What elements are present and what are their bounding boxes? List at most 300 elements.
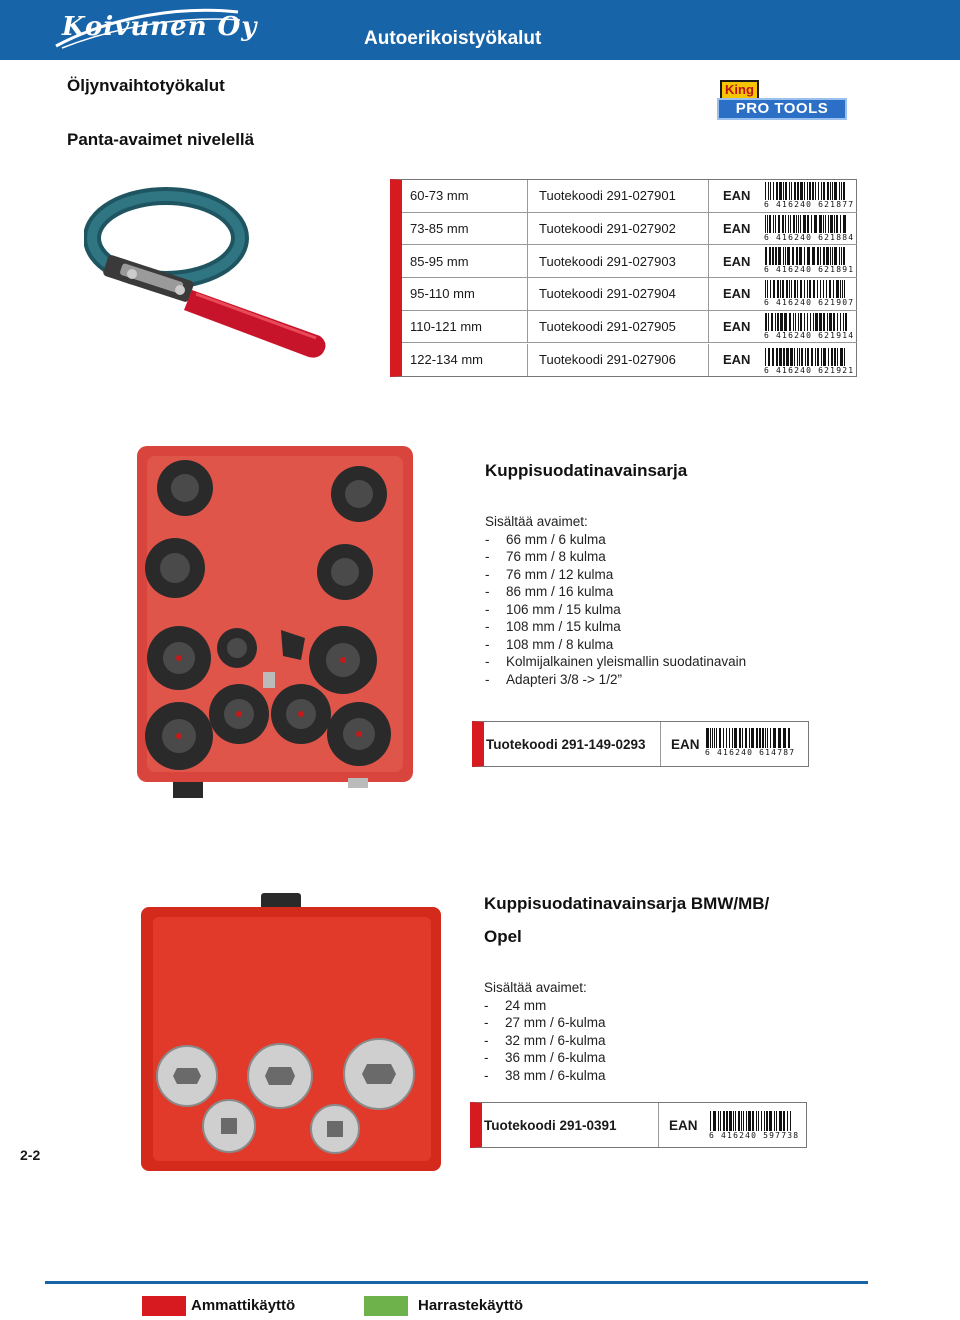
section-title: Öljynvaihtotyökalut: [67, 76, 225, 95]
list-item: - Kolmijalkainen yleismallin suodatinavain: [485, 654, 747, 669]
barcode-bar: [803, 215, 806, 233]
barcode-bar: [765, 728, 766, 748]
barcode-bar: [840, 348, 843, 366]
barcode-bar: [726, 728, 727, 748]
barcode-bars: [764, 280, 848, 298]
barcode-bar: [794, 280, 796, 298]
barcode-bar: [820, 280, 821, 298]
barcode-bar: [743, 1111, 744, 1131]
barcode-bar: [790, 348, 793, 366]
barcode-bar: [831, 348, 833, 366]
barcode-bar: [834, 182, 837, 200]
barcode-bar: [718, 1111, 719, 1131]
barcode-bar: [826, 247, 829, 265]
barcode-bar: [778, 247, 781, 265]
barcode-bar: [773, 280, 775, 298]
barcode-bar: [761, 1111, 762, 1131]
strap-wrench-table: [390, 179, 857, 377]
barcode-bar: [723, 1111, 725, 1131]
ean-number: 6 416240 597738: [709, 1131, 800, 1140]
barcode-bar: [807, 215, 809, 233]
barcode-bar: [732, 728, 733, 748]
barcode-bar: [767, 280, 768, 298]
barcode-bar: [798, 313, 799, 331]
barcode-bar: [791, 280, 792, 298]
barcode-bar: [840, 215, 841, 233]
legend-label-professional: Ammattikäyttö: [191, 1297, 296, 1314]
header-title: Autoerikoistyökalut: [364, 28, 542, 49]
barcode-bar: [777, 313, 779, 331]
table-row: [402, 344, 857, 377]
barcode-bar: [809, 280, 811, 298]
strap-wrench-image: [84, 186, 334, 366]
list-item: - 86 mm / 16 kulma: [485, 584, 614, 599]
barcode-bar: [776, 348, 778, 366]
barcode-bar: [735, 1111, 736, 1131]
barcode-bar: [830, 247, 831, 265]
barcode-bar: [837, 313, 838, 331]
barcode-bar: [789, 280, 790, 298]
barcode-bar: [788, 215, 789, 233]
barcode-bar: [777, 280, 779, 298]
kit1-code-box: [472, 721, 809, 767]
barcode-bar: [794, 348, 795, 366]
barcode-bar: [714, 728, 715, 748]
brand-king: King: [720, 80, 759, 100]
page-number: 2-2: [20, 1147, 41, 1163]
barcode-bar: [785, 182, 787, 200]
bmw-mb-opel-kit-image: [137, 893, 447, 1175]
barcode-bar: [719, 728, 721, 748]
product-code-cell: Tuotekoodi 291-027905: [527, 311, 707, 343]
barcode-bar: [811, 348, 813, 366]
barcode-bar: [792, 247, 794, 265]
barcode-bar: [758, 1111, 759, 1131]
barcode-bar: [767, 728, 768, 748]
barcode-bar: [840, 280, 841, 298]
barcode-bar: [778, 215, 780, 233]
barcode-bar: [805, 348, 806, 366]
barcode-bar: [770, 728, 771, 748]
barcode-bar: [765, 348, 766, 366]
barcode-bar: [825, 215, 826, 233]
barcode-bars: [764, 247, 848, 265]
divider: [658, 1103, 659, 1147]
barcode-bar: [790, 215, 791, 233]
barcode-bar: [789, 182, 790, 200]
barcode: [764, 182, 854, 209]
barcode-bar: [823, 182, 825, 200]
barcode-bar: [841, 182, 842, 200]
barcode-bar: [817, 247, 819, 265]
barcode-bar: [830, 182, 831, 200]
barcode-bar: [843, 182, 845, 200]
kit2-product-code: Tuotekoodi 291-0391: [484, 1117, 617, 1133]
barcode-bar: [811, 215, 812, 233]
brand-pro-tools: PRO TOOLS: [717, 98, 847, 120]
ean-label: EAN: [708, 311, 857, 343]
barcode-bar: [829, 313, 832, 331]
barcode-bar: [815, 348, 816, 366]
barcode-bar: [748, 1111, 751, 1131]
barcode-bar: [813, 280, 815, 298]
barcode-bar: [794, 182, 796, 200]
barcode-bar: [815, 313, 818, 331]
barcode-bar: [821, 182, 822, 200]
size-cell: 122-134 mm: [410, 352, 483, 368]
barcode: [709, 1111, 799, 1140]
barcode-bar: [833, 313, 835, 331]
barcode-bar: [788, 728, 790, 748]
barcode-bar: [780, 280, 781, 298]
barcode: [764, 247, 854, 274]
barcode-bar: [810, 313, 811, 331]
list-item: - 32 mm / 6-kulma: [484, 1032, 606, 1048]
size-cell: 110-121 mm: [410, 319, 483, 335]
barcode-bar: [843, 215, 846, 233]
barcode-bars: [764, 215, 848, 233]
barcode-bar: [733, 1111, 734, 1131]
barcode-bar: [710, 1111, 711, 1131]
barcode-bar: [812, 182, 814, 200]
ean-label: EAN: [708, 213, 857, 245]
barcode-bar: [807, 280, 808, 298]
barcode-bar: [840, 313, 841, 331]
barcode-bar: [817, 348, 819, 366]
barcode-bar: [776, 182, 778, 200]
barcode-bar: [762, 728, 764, 748]
barcode-bar: [782, 215, 784, 233]
barcode-bar: [799, 247, 802, 265]
barcode-bar: [738, 1111, 740, 1131]
barcode: [764, 313, 854, 340]
barcode-bar: [834, 215, 835, 233]
barcode-bar: [828, 348, 829, 366]
barcode-bar: [793, 313, 794, 331]
list-item: - 76 mm / 8 kulma: [485, 549, 606, 564]
barcode-bar: [716, 728, 717, 748]
barcode-bar: [785, 215, 786, 233]
legend-label-hobby: Harrastekäyttö: [418, 1297, 524, 1314]
ean-number: 6 416240 621907: [764, 298, 855, 308]
list-item: - 108 mm / 15 kulma: [485, 619, 621, 634]
barcode-bars: [764, 182, 848, 200]
barcode-bar: [771, 313, 773, 331]
barcode-bar: [779, 348, 782, 366]
list-item: - 106 mm / 15 kulma: [485, 601, 621, 617]
kit1-intro: Sisältää avaimet:: [485, 514, 588, 529]
page-header: [0, 0, 960, 60]
barcode-bar: [776, 1111, 777, 1131]
list-item: - 24 mm: [484, 997, 547, 1013]
barcode-bar: [780, 313, 783, 331]
barcode-bar: [832, 182, 833, 200]
barcode-bar: [783, 728, 786, 748]
barcode-bar: [791, 182, 792, 200]
barcode-bar: [745, 728, 747, 748]
barcode-bar: [751, 728, 754, 748]
barcode-bar: [773, 182, 774, 200]
barcode-bar: [844, 348, 845, 366]
barcode-bar: [804, 247, 805, 265]
barcode-bar: [720, 1111, 721, 1131]
barcode-bar: [819, 215, 822, 233]
barcode-bar: [779, 1111, 782, 1131]
divider: [660, 722, 661, 766]
barcode-bar: [759, 728, 761, 748]
barcode-bar: [793, 215, 795, 233]
barcode-bar: [804, 280, 805, 298]
barcode-bars: [705, 728, 791, 748]
barcode-bar: [775, 313, 776, 331]
barcode-bar: [821, 348, 822, 366]
size-cell: 85-95 mm: [410, 253, 469, 269]
table-row: [402, 311, 857, 344]
barcode-bar: [713, 1111, 716, 1131]
barcode-bar: [769, 247, 771, 265]
barcode-bar: [827, 313, 828, 331]
barcode-bar: [756, 728, 758, 748]
barcode-bar: [815, 182, 816, 200]
kit1-title: Kuppisuodatinavainsarja: [485, 461, 688, 480]
barcode-bar: [726, 1111, 728, 1131]
ean-number: 6 416240 621877: [764, 200, 855, 209]
barcode-bar: [749, 728, 750, 748]
table-row: [402, 245, 857, 278]
kit1-product-code: Tuotekoodi 291-149-0293: [486, 736, 646, 752]
list-item: - 76 mm / 12 kulma: [485, 566, 614, 582]
barcode-bar: [823, 215, 824, 233]
product-code-cell: Tuotekoodi 291-027903: [527, 245, 707, 277]
barcode-bar: [756, 1111, 757, 1131]
barcode-bar: [765, 313, 767, 331]
footer-divider: [45, 1281, 868, 1284]
barcode-bar: [833, 280, 834, 298]
barcode-bar: [807, 182, 808, 200]
ean-label: EAN: [708, 245, 857, 277]
barcode-bar: [784, 313, 787, 331]
barcode-bar: [819, 313, 822, 331]
kit2-ean-label: EAN: [669, 1117, 698, 1133]
barcode-bar: [783, 247, 784, 265]
barcode-bar: [729, 1111, 732, 1131]
kit1-contents: [485, 513, 746, 688]
kit2-title-line1: Kuppisuodatinavainsarja BMW/MB/: [484, 894, 770, 913]
barcode-bar: [827, 182, 829, 200]
barcode-bar: [795, 313, 796, 331]
list-item: - 108 mm / 8 kulma: [485, 636, 614, 652]
table-row: [402, 278, 857, 311]
barcode-bar: [843, 313, 844, 331]
barcode-bar: [837, 348, 838, 366]
company-logo: Koivunen Oy: [62, 12, 258, 42]
barcode-bar: [834, 247, 837, 265]
barcode-bar: [801, 348, 803, 366]
barcode-bar: [820, 247, 821, 265]
product-code-cell: Tuotekoodi 291-027901: [527, 180, 707, 212]
barcode: [705, 728, 795, 757]
barcode-bar: [775, 215, 776, 233]
barcode-bar: [765, 182, 766, 200]
legend-swatch-hobby: [364, 1296, 408, 1316]
barcode-bar: [807, 313, 808, 331]
barcode-bar: [775, 247, 777, 265]
barcode-bar: [804, 313, 805, 331]
product-code-cell: Tuotekoodi 291-027902: [527, 213, 707, 245]
barcode-bar: [786, 280, 788, 298]
barcode-bar: [797, 182, 799, 200]
barcode-bar: [818, 182, 819, 200]
barcode-bar: [809, 182, 811, 200]
ean-number: 6 416240 614787: [705, 748, 796, 757]
subsection-title: Panta-avaimet nivelellä: [67, 130, 255, 149]
barcode-bar: [796, 247, 798, 265]
barcode-bar: [836, 215, 838, 233]
barcode-bar: [800, 280, 802, 298]
barcode-bar: [746, 1111, 747, 1131]
barcode-bar: [783, 182, 784, 200]
kit2-contents: [484, 979, 606, 1084]
barcode-bar: [778, 728, 781, 748]
barcode-bar: [807, 348, 809, 366]
barcode-bar: [828, 215, 829, 233]
barcode-bar: [767, 215, 768, 233]
barcode-bar: [741, 1111, 742, 1131]
barcode-bars: [709, 1111, 795, 1131]
size-cell: 60-73 mm: [410, 188, 469, 204]
barcode-bar: [764, 1111, 765, 1131]
barcode-bar: [770, 280, 771, 298]
list-item: - 38 mm / 6-kulma: [484, 1067, 606, 1083]
barcode-bar: [823, 313, 825, 331]
barcode-bar: [800, 313, 802, 331]
barcode-bar: [842, 280, 843, 298]
barcode-bar: [773, 215, 774, 233]
ean-number: 6 416240 621921: [764, 365, 855, 375]
table-row: [402, 213, 857, 246]
barcode-bar: [765, 215, 766, 233]
barcode-bar: [779, 182, 782, 200]
barcode-bar: [814, 215, 817, 233]
barcode-bar: [790, 1111, 791, 1131]
barcode: [764, 215, 854, 242]
barcode-bar: [832, 247, 833, 265]
barcode-bar: [770, 182, 771, 200]
barcode-bar: [773, 728, 776, 748]
barcode-bar: [800, 182, 803, 200]
barcode-bar: [829, 280, 831, 298]
barcode-bar: [826, 280, 827, 298]
barcode-bar: [812, 247, 815, 265]
brand-logo: [717, 80, 847, 122]
barcode-bar: [839, 182, 840, 200]
barcode-bar: [789, 313, 791, 331]
barcode-bar: [787, 1111, 788, 1131]
filter-wrench-kit-image: [133, 442, 418, 802]
barcode-bar: [839, 247, 840, 265]
kit2-title-line2: Opel: [484, 927, 522, 946]
product-code-cell: Tuotekoodi 291-027906: [527, 344, 707, 377]
table-row: [402, 180, 857, 213]
list-item: - 36 mm / 6-kulma: [484, 1050, 606, 1065]
barcode-bar: [769, 215, 771, 233]
barcode-bar: [765, 247, 767, 265]
barcode-bar: [710, 728, 711, 748]
barcode-bar: [841, 247, 842, 265]
barcode-bar: [765, 280, 766, 298]
barcode-bar: [785, 247, 786, 265]
barcode: [764, 280, 854, 307]
barcode-bar: [787, 247, 790, 265]
ean-label: EAN: [708, 344, 857, 377]
ean-number: 6 416240 621914: [764, 330, 855, 340]
barcode-bar: [782, 280, 784, 298]
size-cell: 73-85 mm: [410, 221, 469, 237]
barcode-bar: [823, 247, 825, 265]
list-item: - 27 mm / 6-kulma: [484, 1015, 606, 1030]
ean-number: 6 416240 621884: [764, 232, 855, 242]
barcode-bar: [772, 247, 774, 265]
barcode-bar: [834, 348, 836, 366]
barcode-bar: [712, 728, 713, 748]
barcode-bar: [742, 728, 743, 748]
barcode-bar: [830, 215, 833, 233]
kit2-code-box: [470, 1102, 807, 1148]
barcode-bar: [844, 280, 845, 298]
barcode-bar: [843, 247, 845, 265]
barcode-bar: [797, 280, 798, 298]
barcode-bar: [786, 348, 789, 366]
barcode-bar: [768, 182, 769, 200]
ean-label: EAN: [708, 278, 857, 310]
barcode-bar: [799, 348, 800, 366]
barcode-bar: [804, 182, 805, 200]
barcode-bar: [823, 280, 824, 298]
barcode-bar: [723, 728, 724, 748]
barcode-bar: [774, 1111, 775, 1131]
kit1-ean-label: EAN: [671, 736, 700, 752]
barcode-bar: [769, 1111, 772, 1131]
barcode-bar: [817, 280, 818, 298]
barcode-bar: [734, 728, 737, 748]
barcode-bar: [800, 215, 801, 233]
size-cell: 95-110 mm: [410, 286, 475, 302]
barcode-bar: [739, 728, 741, 748]
barcode-bar: [796, 215, 797, 233]
product-code-cell: Tuotekoodi 291-027904: [527, 278, 707, 310]
barcode-bar: [706, 728, 709, 748]
barcode-bar: [768, 313, 769, 331]
list-item: - 66 mm / 6 kulma: [485, 531, 606, 547]
barcode-bar: [752, 1111, 754, 1131]
barcode-bar: [836, 280, 839, 298]
barcode-bar: [766, 1111, 768, 1131]
kit2-intro: Sisältää avaimet:: [484, 980, 587, 995]
barcode-bar: [772, 348, 774, 366]
barcode-bar: [823, 348, 826, 366]
ean-label: EAN: [708, 180, 857, 212]
barcode-bar: [807, 247, 810, 265]
barcode-bar: [768, 348, 770, 366]
barcode-bars: [764, 313, 848, 331]
barcode: [764, 348, 854, 375]
list-item: - Adapteri 3/8 -> 1/2”: [485, 671, 622, 687]
barcode-bar: [729, 728, 730, 748]
barcode-bar: [783, 1111, 785, 1131]
barcode-bar: [797, 348, 798, 366]
ean-number: 6 416240 621891: [764, 265, 855, 275]
barcode-bars: [764, 348, 848, 366]
